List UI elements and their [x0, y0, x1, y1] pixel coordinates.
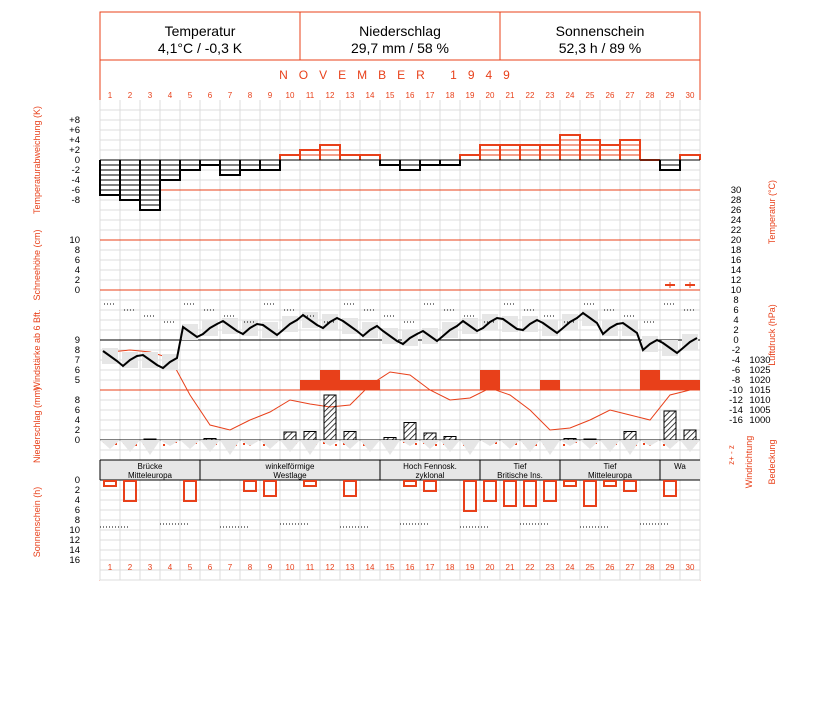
day-label-top: 18: [445, 91, 455, 100]
day-label-bottom: 26: [605, 563, 615, 572]
day-label-top: 4: [167, 91, 173, 100]
left-tick-label: 10: [69, 235, 80, 246]
left-tick-label: 2: [74, 425, 80, 436]
sunshine-bar: [304, 481, 316, 486]
left-tick-label: 0: [74, 435, 80, 446]
wind-bar: [660, 380, 680, 390]
right-tick-temperature: 14: [730, 265, 742, 276]
day-label-top: 28: [645, 91, 655, 100]
left-tick-label: 8: [74, 345, 80, 356]
temp-deviation-bar: [520, 145, 540, 160]
day-label-bottom: 25: [585, 563, 595, 572]
right-tick-temperature: 8: [733, 295, 739, 306]
temp-deviation-bar: [200, 160, 220, 165]
weather-type-line1: Brücke: [137, 462, 163, 471]
left-tick-label: 9: [74, 335, 80, 346]
precipitation-bar: [204, 439, 216, 441]
precipitation-bar: [304, 432, 316, 441]
precipitation-bar: [684, 430, 696, 440]
day-label-bottom: 2: [127, 563, 133, 572]
header-temperature-value: 4,1°C / -0,3 K: [157, 40, 243, 56]
right-tick-temperature: 10: [730, 285, 742, 296]
day-label-top: 20: [485, 91, 495, 100]
precipitation-bar: [584, 439, 596, 440]
cloud-cover-mark: [460, 440, 480, 455]
precipitation-bar: [624, 432, 636, 441]
sunshine-bar: [484, 481, 496, 501]
left-axis-ticks: [69, 115, 80, 566]
wind-bar: [360, 380, 380, 390]
left-tick-label: 6: [74, 505, 80, 516]
left-tick-label: -2: [71, 165, 80, 176]
cloud-cover-mark: [300, 440, 320, 455]
left-tick-label: -4: [71, 175, 80, 186]
day-label-bottom: 17: [425, 563, 435, 572]
sunshine-bar: [604, 481, 616, 486]
day-label-bottom: 3: [147, 563, 153, 572]
temp-deviation-bar: [380, 160, 400, 165]
precipitation-bar: [444, 437, 456, 441]
weather-type-line1: Tief: [513, 462, 527, 471]
temp-deviation-bar: [360, 155, 380, 160]
left-tick-label: 14: [69, 545, 80, 556]
left-tick-label: 6: [74, 405, 80, 416]
day-label-bottom: 13: [345, 563, 355, 572]
day-label-top: 11: [305, 91, 315, 100]
right-tick-pressure: 1020: [749, 375, 771, 386]
day-label-top: 3: [147, 91, 153, 100]
precipitation-bar: [564, 439, 576, 441]
left-tick-label: 8: [74, 245, 80, 256]
label-pressure: Luftdruck (hPa): [767, 304, 777, 366]
sunshine-bar: [524, 481, 536, 506]
left-tick-label: 12: [69, 535, 80, 546]
precipitation-bar: [344, 432, 356, 441]
wind-bar: [340, 380, 360, 390]
day-label-bottom: 9: [267, 563, 273, 572]
day-label-top: 10: [285, 91, 295, 100]
left-tick-label: 4: [74, 265, 80, 276]
right-tick-temperature: -12: [729, 395, 743, 406]
day-label-top: 8: [247, 91, 253, 100]
right-tick-temperature: 0: [733, 335, 739, 346]
day-label-top: 21: [505, 91, 515, 100]
day-label-bottom: 10: [285, 563, 295, 572]
left-tick-label: +8: [69, 115, 80, 126]
day-label-top: 30: [685, 91, 695, 100]
day-label-bottom: 7: [227, 563, 233, 572]
right-tick-pressure: 1010: [749, 395, 771, 406]
right-tick-temperature: -14: [729, 405, 743, 416]
weather-type-band: [100, 460, 700, 480]
month-title: NOVEMBER 1949: [279, 68, 521, 82]
wind-bar: [640, 370, 660, 390]
cloud-cover-mark: [380, 440, 400, 455]
left-tick-label: 0: [74, 155, 80, 166]
precipitation-bar: [284, 432, 296, 440]
label-wind-direction-axis: z+ - z: [727, 445, 736, 465]
day-label-bottom: 14: [365, 563, 375, 572]
weather-type-line2: Mitteleuropa: [127, 471, 173, 480]
left-tick-label: 8: [74, 395, 80, 406]
left-tick-label: 6: [74, 255, 80, 266]
day-label-top: 5: [187, 91, 193, 100]
weather-type-line2: Mitteleuropa: [587, 471, 633, 480]
left-tick-label: 16: [69, 555, 80, 566]
weather-type-line1: winkelförmige: [265, 462, 315, 471]
right-tick-temperature: 6: [733, 305, 739, 316]
label-wind-direction: Windrichtung: [744, 435, 754, 489]
label-wind-force: Windstärke ab 6 Bft.: [32, 309, 42, 391]
right-tick-temperature: 26: [730, 205, 742, 216]
wind-direction-dot: [163, 444, 165, 446]
left-tick-label: 6: [74, 365, 80, 376]
precipitation-bar: [324, 395, 336, 440]
right-tick-pressure: 1015: [749, 385, 771, 396]
day-label-bottom: 28: [645, 563, 655, 572]
day-label-bottom: 18: [445, 563, 455, 572]
day-label-top: 6: [207, 91, 213, 100]
right-tick-temperature: -6: [731, 365, 741, 376]
left-tick-label: -8: [71, 195, 80, 206]
right-tick-pressure: 1005: [749, 405, 771, 416]
label-sunshine: Sonnenschein (h): [32, 486, 42, 558]
label-temperature: Temperatur (°C): [767, 179, 777, 245]
left-tick-label: 0: [74, 285, 80, 296]
day-label-bottom: 6: [207, 563, 213, 572]
day-label-top: 26: [605, 91, 615, 100]
label-precipitation: Niederschlag (mm): [32, 386, 42, 464]
day-label-top: 22: [525, 91, 535, 100]
wind-direction-dot: [435, 444, 437, 446]
left-tick-label: 10: [69, 525, 80, 536]
wind-bar: [540, 380, 560, 390]
precipitation-bar: [144, 439, 156, 440]
day-label-top: 7: [227, 91, 233, 100]
day-label-bottom: 15: [385, 563, 395, 572]
day-label-top: 16: [405, 91, 415, 100]
temp-deviation-bar: [340, 155, 360, 160]
sunshine-bar: [664, 481, 676, 496]
weather-type-line1: Wa: [674, 462, 686, 471]
day-label-top: 19: [465, 91, 475, 100]
left-tick-label: 2: [74, 485, 80, 496]
wind-bar: [300, 380, 320, 390]
temp-deviation-bar: [460, 155, 480, 160]
day-label-bottom: 19: [465, 563, 475, 572]
cloud-cover-mark: [620, 440, 640, 455]
day-label-bottom: 1: [107, 563, 113, 572]
sunshine-bar: [564, 481, 576, 486]
left-tick-label: +6: [69, 125, 80, 136]
left-tick-label: +2: [69, 145, 80, 156]
sunshine-bar: [504, 481, 516, 506]
wind-direction-dot: [243, 443, 245, 445]
header: [100, 12, 700, 60]
wind-bar: [320, 370, 340, 390]
sunshine-bar: [404, 481, 416, 486]
left-tick-label: 4: [74, 415, 80, 426]
day-label-bottom: 23: [545, 563, 555, 572]
day-label-bottom: 29: [665, 563, 675, 572]
right-tick-pressure: 1025: [749, 365, 771, 376]
sunshine-bar: [184, 481, 196, 501]
temp-deviation-bar: [280, 155, 300, 160]
right-axis-ticks: [729, 185, 770, 426]
wind-direction-dot: [415, 443, 417, 445]
temp-deviation-bar: [560, 135, 580, 160]
right-tick-temperature: -2: [731, 345, 741, 356]
wind-direction-dot: [643, 443, 645, 445]
weather-type-line2: Britische Ins.: [497, 471, 543, 480]
right-tick-temperature: 20: [730, 235, 742, 246]
right-tick-temperature: 16: [730, 255, 742, 266]
right-tick-temperature: 18: [730, 245, 742, 256]
wind-direction-dot: [663, 444, 665, 446]
day-label-top: 2: [127, 91, 133, 100]
left-tick-label: 7: [74, 355, 80, 366]
sunshine-bar: [104, 481, 116, 486]
sunshine-bar: [544, 481, 556, 501]
right-tick-temperature: -8: [731, 375, 741, 386]
day-label-top: 9: [267, 91, 273, 100]
day-label-top: 15: [385, 91, 395, 100]
day-label-bottom: 5: [187, 563, 193, 572]
day-label-bottom: 11: [305, 563, 315, 572]
left-tick-label: 8: [74, 515, 80, 526]
wind-direction-dot: [335, 444, 337, 446]
day-label-top: 1: [107, 91, 113, 100]
wind-direction-dot: [263, 444, 265, 446]
label-snow-depth: Schneehöhe (cm): [32, 229, 42, 301]
sunshine-bar: [464, 481, 476, 511]
right-tick-pressure: 1000: [749, 415, 771, 426]
right-tick-temperature: 24: [730, 215, 742, 226]
cloud-cover-mark: [180, 440, 200, 449]
weather-type-line1: Tief: [603, 462, 617, 471]
weather-type-line2: Westlage: [273, 471, 307, 480]
day-label-bottom: 21: [505, 563, 515, 572]
temp-deviation-bar: [540, 145, 560, 160]
left-tick-label: 2: [74, 275, 80, 286]
day-label-bottom: 4: [167, 563, 173, 572]
day-label-bottom: 8: [247, 563, 253, 572]
day-label-bottom: 30: [685, 563, 695, 572]
day-label-top: 17: [425, 91, 435, 100]
right-tick-temperature: -4: [731, 355, 741, 366]
right-tick-temperature: 28: [730, 195, 742, 206]
precipitation-bar: [384, 438, 396, 441]
temp-deviation-bar: [320, 145, 340, 160]
right-tick-temperature: -16: [729, 415, 743, 426]
right-tick-temperature: 4: [733, 315, 739, 326]
day-label-bottom: 27: [625, 563, 635, 572]
header-sunshine-title: Sonnenschein: [555, 23, 645, 39]
header-precipitation-value: 29,7 mm / 58 %: [350, 40, 450, 56]
temp-deviation-bar: [420, 160, 440, 165]
temp-deviation-bar: [440, 160, 460, 165]
sunshine-bar: [344, 481, 356, 496]
right-tick-temperature: 30: [730, 185, 742, 196]
day-label-top: 14: [365, 91, 375, 100]
cloud-cover-mark: [540, 440, 560, 455]
temp-deviation-bar: [220, 160, 240, 175]
left-tick-label: -6: [71, 185, 80, 196]
precipitation-bar: [664, 411, 676, 440]
day-label-top: 25: [585, 91, 595, 100]
temp-deviation-bar: [600, 145, 620, 160]
temp-deviation-bar: [480, 145, 500, 160]
precipitation-bar: [424, 433, 436, 440]
cloud-cover-mark: [580, 440, 600, 449]
right-tick-temperature: 22: [730, 225, 742, 236]
right-tick-temperature: -10: [729, 385, 743, 396]
day-label-bottom: 20: [485, 563, 495, 572]
day-label-bottom: 16: [405, 563, 415, 572]
left-tick-label: +4: [69, 135, 80, 146]
label-temperature-deviation: Temperaturabweichung (K): [32, 105, 42, 215]
day-label-top: 12: [325, 91, 335, 100]
sunshine-bar: [124, 481, 136, 501]
day-label-top: 13: [345, 91, 355, 100]
left-tick-label: 4: [74, 495, 80, 506]
day-label-bottom: 24: [565, 563, 575, 572]
label-cloud-cover: Bedeckung: [767, 439, 777, 485]
cloud-cover-mark: [220, 440, 240, 455]
day-label-bottom: 12: [325, 563, 335, 572]
header-temperature-title: Temperatur: [164, 23, 236, 39]
weather-type-line2: zyklonal: [415, 471, 445, 480]
left-tick-label: 5: [74, 375, 80, 386]
right-tick-temperature: 12: [730, 275, 742, 286]
wind-direction-dot: [563, 444, 565, 446]
right-tick-temperature: 2: [733, 325, 739, 336]
sunshine-bar: [264, 481, 276, 496]
header-precipitation-title: Niederschlag: [359, 23, 441, 39]
temp-deviation-bar: [680, 155, 700, 160]
right-tick-pressure: 1030: [749, 355, 771, 366]
precipitation-bar: [404, 423, 416, 441]
sunshine-bar: [584, 481, 596, 506]
weather-type-line1: Hoch Fennosk.: [403, 462, 457, 471]
header-sunshine-value: 52,3 h / 89 %: [558, 40, 642, 56]
wind-bar: [480, 370, 500, 390]
wind-bar: [680, 380, 700, 390]
day-label-top: 27: [625, 91, 635, 100]
cloud-cover-mark: [140, 440, 160, 455]
day-label-top: 29: [665, 91, 675, 100]
left-tick-label: 0: [74, 475, 80, 486]
day-label-bottom: 22: [525, 563, 535, 572]
day-label-top: 24: [565, 91, 575, 100]
temp-deviation-bar: [500, 145, 520, 160]
day-label-top: 23: [545, 91, 555, 100]
